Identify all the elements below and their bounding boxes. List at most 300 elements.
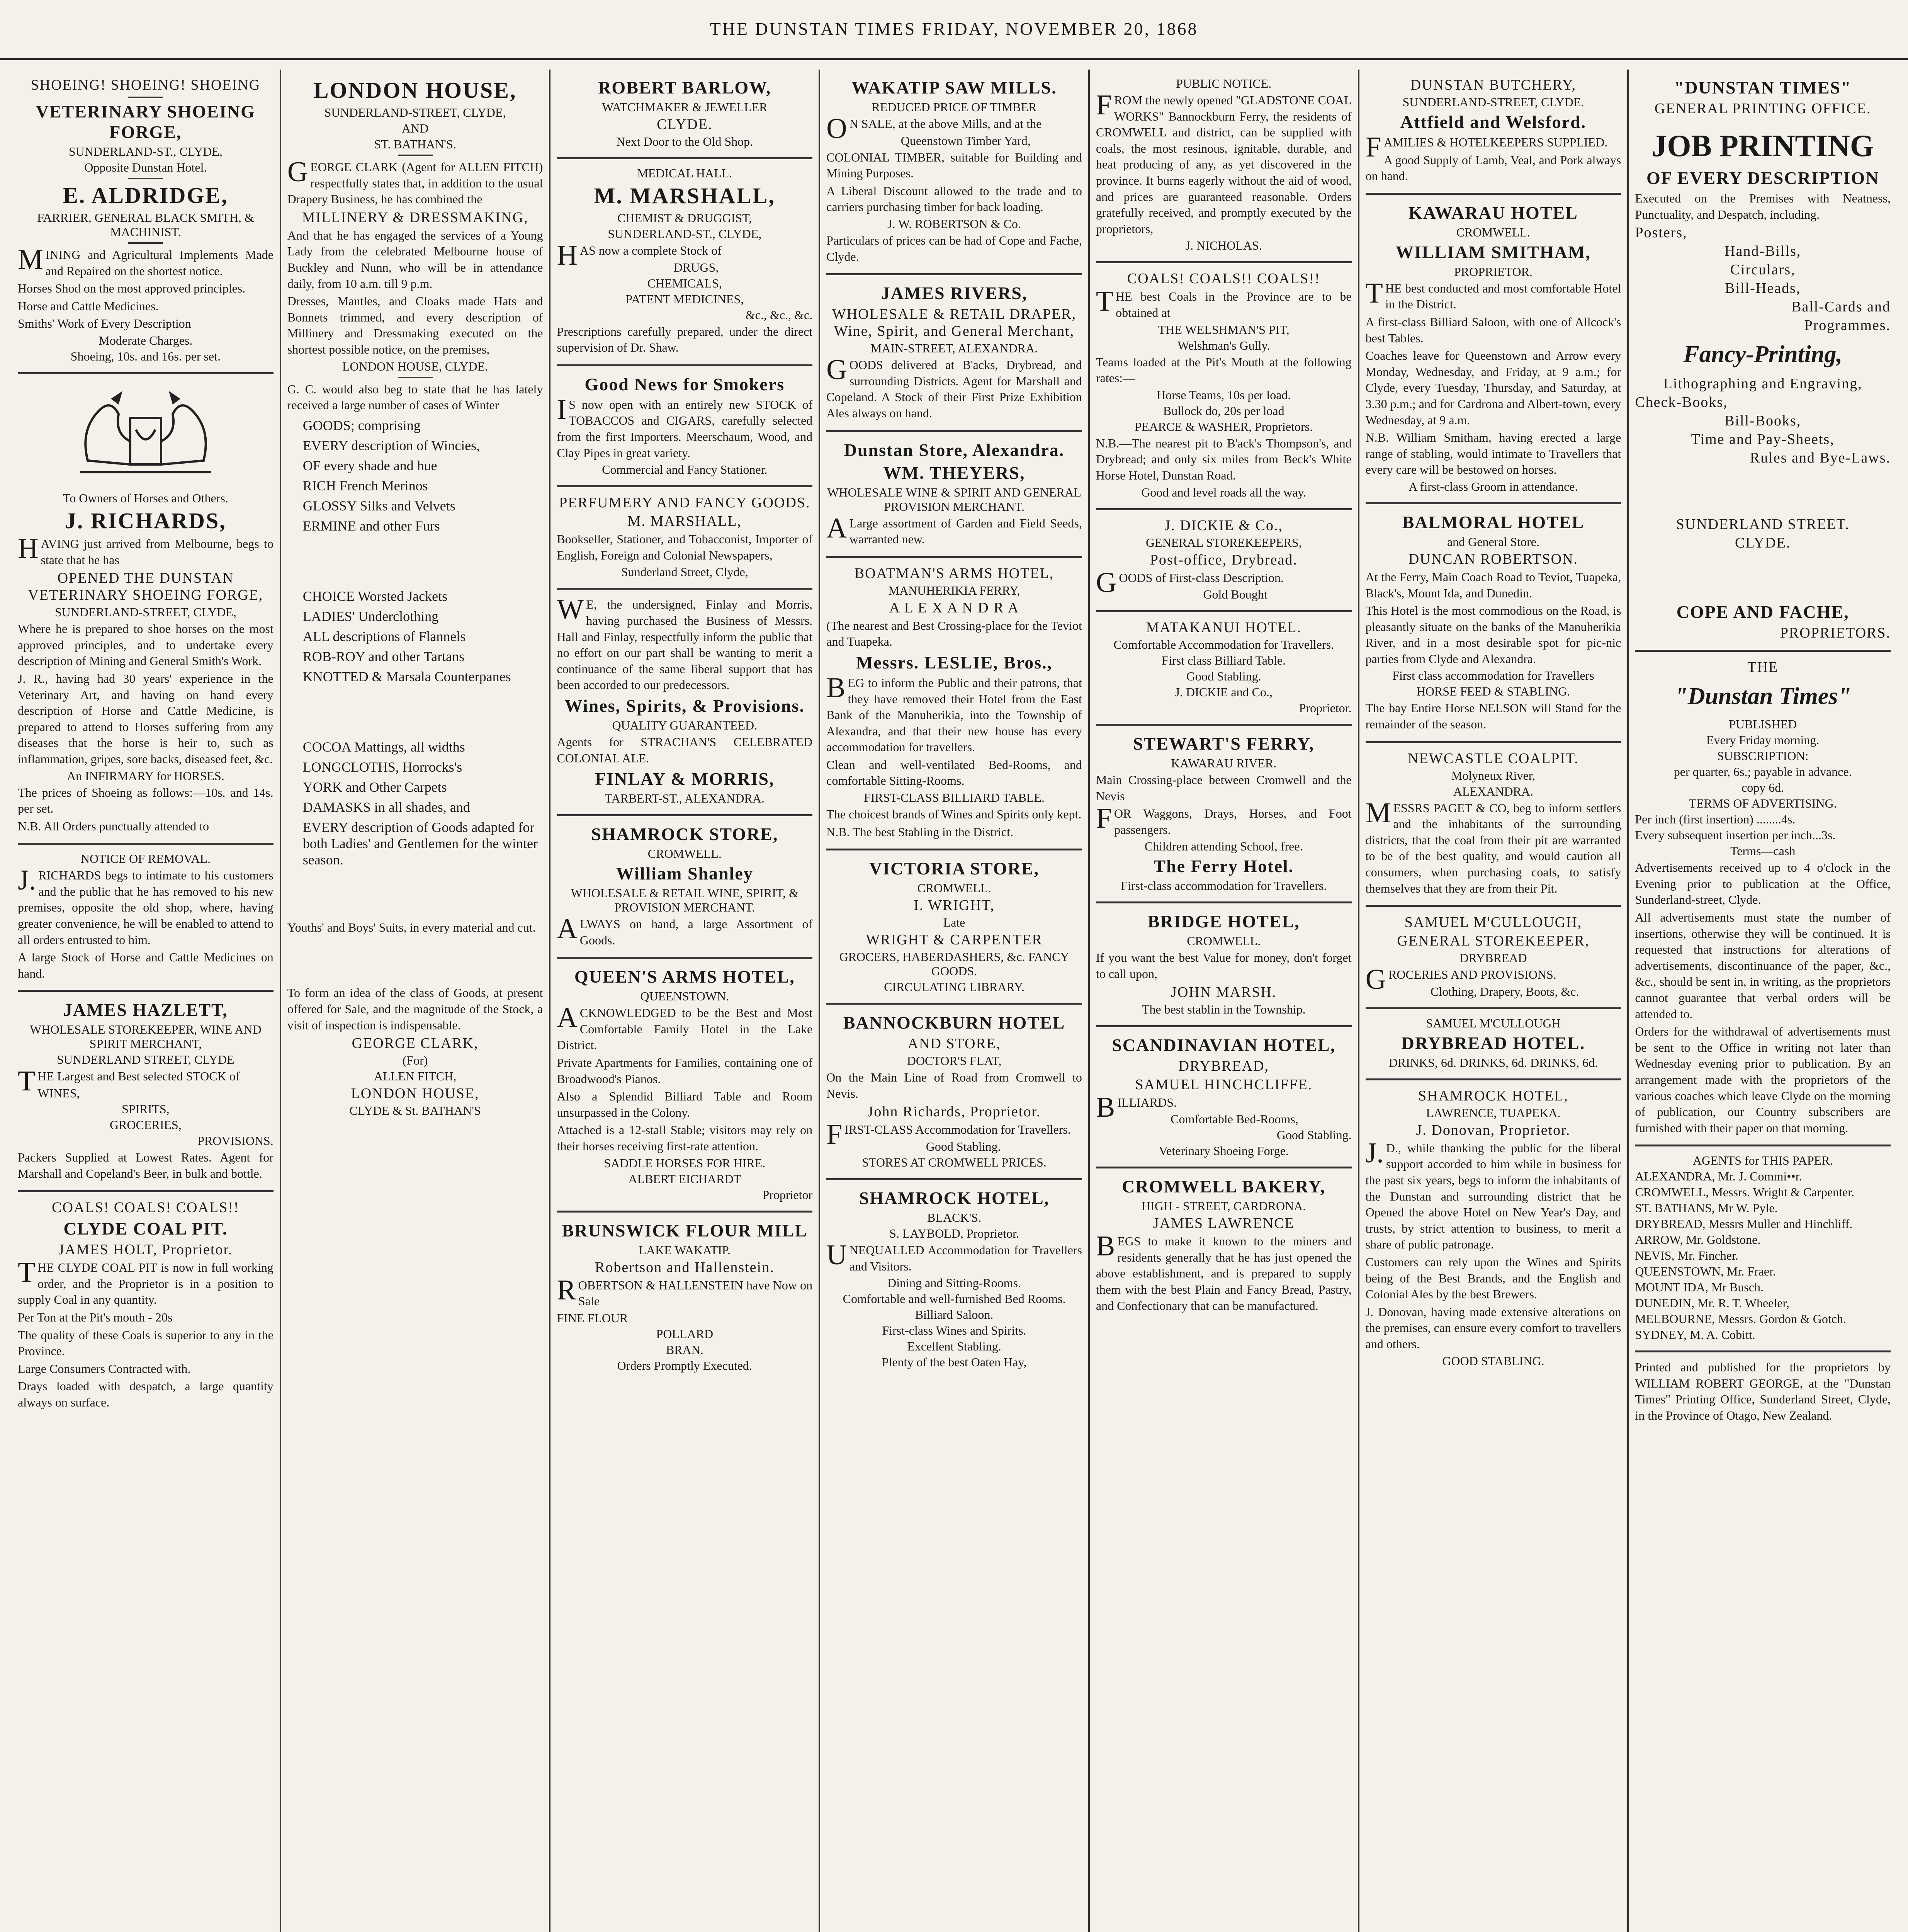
ad-title: MILLINERY & DRESSMAKING, bbox=[302, 209, 528, 226]
ad-signature: ALLEN FITCH, bbox=[374, 1069, 457, 1083]
ad-name: J. RICHARDS, bbox=[65, 508, 226, 533]
ad-notice-removal bbox=[18, 845, 274, 992]
ad-boatmans-arms bbox=[826, 558, 1082, 851]
ad-text: Moderate Charges. bbox=[99, 333, 193, 347]
ad-address: HIGH - STREET, CARDRONA. bbox=[1142, 1199, 1306, 1213]
ad-text: First-class accommodation for Travellers. bbox=[1121, 879, 1327, 893]
pub-text: Every Friday morning. bbox=[1706, 733, 1820, 747]
ad-scandinavian-hotel bbox=[1096, 1027, 1352, 1169]
ad-body: The choicest brands of Wines and Spirits only kept. bbox=[826, 807, 1082, 821]
ad-veterinary-forge bbox=[18, 70, 274, 374]
ad-town: CLYDE. bbox=[657, 116, 713, 133]
ad-body: ROBERTSON & HALLENSTEIN have Now on Sale bbox=[557, 1274, 813, 1308]
ad-body: ALarge assortment of Garden and Field Seeds, warranted new. bbox=[826, 512, 1082, 546]
ad-proprietor: PROPRIETOR. bbox=[1454, 264, 1533, 279]
ad-name: Attfield and Welsford. bbox=[1400, 112, 1587, 132]
ad-proprietor: PROPRIETORS. bbox=[1780, 625, 1891, 641]
ad-body: On the Main Line of Road from Cromwell to Nevis. bbox=[826, 1070, 1082, 1100]
goods-item: COCOA Mattings, all widths bbox=[302, 739, 465, 755]
ad-body: The prices of Shoeing as follows:—10s. and 14s. per set. bbox=[18, 785, 274, 816]
ad-title: Wines, Spirits, & Provisions. bbox=[564, 696, 805, 716]
ad-proprietor: Proprietor. bbox=[1299, 701, 1352, 715]
ad-address: SUNDERLAND-ST., CLYDE, bbox=[68, 145, 223, 158]
agent-item: ALEXANDRA, Mr. J. Commi••r. bbox=[1635, 1169, 1802, 1184]
ad-body: N.B.—The nearest pit to B'ack's Thompson's, and Drybread; and only six miles from Beck's White Horse Hotel, Dunstan Road. bbox=[1096, 436, 1352, 482]
ad-body: Agents for STRACHAN'S CELEBRATED COLONIAL ALE. bbox=[557, 735, 813, 765]
ad-body: THE CLYDE COAL PIT is now in full working order, and the Proprietor is in a position to supply Coal in any quantity. bbox=[18, 1257, 274, 1307]
divider bbox=[398, 377, 433, 378]
ad-body: A large Stock of Horse and Cattle Medicines on hand. bbox=[18, 950, 274, 980]
ad-body: Large Consumers Contracted with. bbox=[18, 1361, 191, 1376]
ad-heading: JOB PRINTING bbox=[1651, 129, 1874, 163]
ad-list-item: Posters, bbox=[1635, 224, 1687, 241]
column-7 bbox=[1629, 70, 1897, 1932]
ad-subtitle: KAWARAU RIVER. bbox=[1171, 756, 1277, 770]
ad-name: FINLAY & MORRIS, bbox=[595, 769, 775, 789]
ad-body: A Liberal Discount allowed to the trade and to carriers purchasing timber for back loading. bbox=[826, 184, 1082, 214]
ad-body: Teams loaded at the Pit's Mouth at the following rates:— bbox=[1096, 355, 1352, 385]
ad-drybread-hotel bbox=[1366, 1009, 1621, 1080]
ad-body: FAMILIES & HOTELKEEPERS SUPPLIED. bbox=[1365, 131, 1608, 163]
ad-title: The Ferry Hotel. bbox=[1154, 856, 1294, 876]
ad-body: J.RICHARDS begs to intimate to his customers and the public that he has removed to his new premises, opposite the old shop, where, having greater convenience, he will be enabled to attend to all orders entrusted to him. bbox=[18, 864, 274, 947]
ad-body: Youths' and Boys' Suits, in every material and cut. bbox=[287, 920, 536, 934]
ad-list-item: Check-Books, bbox=[1635, 394, 1728, 411]
imprint bbox=[1635, 1352, 1891, 1432]
pub-text: copy 6d. bbox=[1741, 781, 1784, 795]
ad-text: STORES AT CROMWELL PRICES. bbox=[862, 1155, 1047, 1170]
goods-item: LADIES' Underclothing bbox=[302, 608, 439, 624]
agent-item: DUNEDIN, Mr. R. T. Wheeler, bbox=[1635, 1296, 1789, 1310]
ad-body: WE, the undersigned, Finlay and Morris, having purchased the Business of Messrs. Hall and Finlay, respectfully inform the public that no effort on our part shall be wanting to merit a continuance of the same liberal support that has been accorded to our predecessors. bbox=[557, 594, 813, 692]
ad-hazlett bbox=[18, 992, 274, 1192]
ad-trade: GROCERS, HABERDASHERS, &c. FANCY GOODS. bbox=[839, 950, 1069, 978]
agent-item: SYDNEY, M. A. Cobitt. bbox=[1635, 1328, 1755, 1342]
ad-body: BILLIARDS. bbox=[1096, 1091, 1177, 1123]
terms-text: Terms—cash bbox=[1730, 844, 1796, 858]
ad-text: First class Billiard Table. bbox=[1162, 653, 1286, 668]
ad-text: Next Door to the Old Shop. bbox=[616, 134, 753, 148]
ad-town: ALEXANDRA. bbox=[1453, 784, 1533, 798]
ad-title: VICTORIA STORE, bbox=[869, 859, 1039, 879]
goods-item: EVERY description of Wincies, bbox=[302, 437, 480, 453]
ad-newcastle-coalpit bbox=[1366, 743, 1621, 907]
imprint-text: Printed and published for the proprietors by WILLIAM ROBERT GEORGE, at the "Dunstan Times" Printing Office, Sunderland Street, Clyde, in the Province of Otago, New Zealand. bbox=[1635, 1360, 1891, 1423]
terms-heading: TERMS OF ADVERTISING. bbox=[1689, 796, 1837, 811]
ad-text: Dining and Sitting-Rooms. bbox=[887, 1276, 1021, 1290]
ad-proprietor: JAMES HOLT, Proprietor. bbox=[58, 1242, 233, 1258]
ad-subtitle: and General Store. bbox=[1447, 534, 1539, 549]
ad-body: FIRST-CLASS Accommodation for Travellers. bbox=[826, 1119, 1071, 1151]
ad-victoria-store bbox=[826, 850, 1082, 1005]
ad-town: CROMWELL. bbox=[1456, 225, 1530, 239]
column-5 bbox=[1090, 70, 1359, 1932]
ad-text: An INFIRMARY for HORSES. bbox=[66, 769, 224, 783]
ad-title: BRUNSWICK FLOUR MILL bbox=[562, 1220, 808, 1240]
ad-text: Comfortable Bed-Rooms, bbox=[1171, 1112, 1298, 1126]
ad-body: To form an idea of the class of Goods, at present offered for Sale, and the magnitude of the Stock, a visit of inspection is indispensable. bbox=[287, 986, 543, 1032]
ad-proprietor: J. Donovan, Proprietor. bbox=[1416, 1122, 1571, 1138]
ad-body: Per Ton at the Pit's mouth - 20s bbox=[18, 1310, 173, 1324]
goods-item: ALL descriptions of Flannels bbox=[302, 628, 466, 644]
ad-title: VETERINARY SHOEING FORGE, bbox=[36, 102, 255, 142]
ad-body: Private Apartments for Families, containing one of Broadwood's Pianos. bbox=[557, 1056, 813, 1086]
ad-body: Where he is prepared to shoe horses on the most approved principles, and to undertake every description of Mining and General Smith's Work. bbox=[18, 622, 274, 668]
column-2 bbox=[281, 70, 551, 1932]
ad-name: JAMES HAZLETT, bbox=[63, 1000, 228, 1020]
ad-title: QUEEN'S ARMS HOTEL, bbox=[574, 967, 795, 987]
spacer bbox=[287, 937, 543, 983]
ad-title: OPENED THE DUNSTAN VETERINARY SHOEING FORGE, bbox=[28, 570, 263, 604]
spacer bbox=[1635, 468, 1891, 514]
ad-text: Good Stabling. bbox=[1186, 669, 1261, 684]
ad-name: LONDON HOUSE, bbox=[313, 78, 517, 103]
ad-name: ROBERT BARLOW, bbox=[598, 78, 771, 97]
ad-balmoral-hotel bbox=[1366, 504, 1621, 743]
ad-trade: GENERAL STOREKEEPERS, bbox=[1145, 535, 1302, 549]
ad-address: SUNDERLAND-STREET, CLYDE, bbox=[54, 605, 236, 619]
goods-item: ERMINE and other Furs bbox=[302, 518, 440, 534]
ad-town: LAWRENCE, TUAPEKA. bbox=[1426, 1105, 1561, 1120]
goods-item: GOODS; comprising bbox=[302, 417, 421, 433]
ad-body: Prescriptions carefully prepared, under the direct supervision of Dr. Shaw. bbox=[557, 324, 813, 355]
ad-body: THE Largest and Best selected STOCK of bbox=[18, 1065, 240, 1097]
paper-title: "Dunstan Times" bbox=[1674, 683, 1851, 710]
ad-body: GOODS of First-class Description. bbox=[1096, 566, 1284, 599]
ad-name: WRIGHT & CARPENTER bbox=[866, 932, 1043, 948]
ad-text: DRINKS, 6d. DRINKS, 6d. DRINKS, 6d. bbox=[1388, 1055, 1598, 1070]
agent-item: MOUNT IDA, Mr Busch. bbox=[1635, 1280, 1764, 1294]
goods-item: EVERY description of Goods adapted for both Ladies' and Gentlemen for the winter season. bbox=[302, 819, 538, 867]
ad-name: CLYDE COAL PIT. bbox=[63, 1219, 228, 1239]
ad-name: J. DICKIE & Co., bbox=[1164, 517, 1283, 534]
ad-body: FOR Waggons, Drays, Horses, and Foot passengers. bbox=[1096, 803, 1352, 837]
terms-text: Every subsequent insertion per inch...3s. bbox=[1635, 828, 1836, 842]
column-4 bbox=[820, 70, 1090, 1932]
ad-bridge-hotel bbox=[1096, 903, 1352, 1027]
ad-stewarts-ferry bbox=[1096, 726, 1352, 903]
ad-body: The bay Entire Horse NELSON will Stand for the remainder of the season. bbox=[1365, 701, 1621, 731]
ad-name: J. W. ROBERTSON & Co. bbox=[887, 216, 1021, 231]
ad-title: BOATMAN'S ARMS HOTEL, bbox=[854, 565, 1054, 582]
divider bbox=[128, 242, 163, 244]
ad-text: Good Stabling. bbox=[1276, 1128, 1352, 1142]
ad-list-item: GROCERIES, bbox=[109, 1118, 182, 1132]
column-1 bbox=[12, 70, 281, 1932]
ad-name: M. MARSHALL, bbox=[627, 513, 742, 530]
goods-item: RICH French Merinos bbox=[302, 478, 428, 493]
ad-body: G. C. would also beg to state that he has lately received a large number of cases of Winter bbox=[287, 382, 543, 412]
pub-text: SUBSCRIPTION: bbox=[1717, 749, 1809, 763]
ad-address: MAIN-STREET, ALEXANDRA. bbox=[870, 341, 1038, 355]
ad-gladstone-coal bbox=[1096, 70, 1352, 263]
ad-text: FIRST-CLASS BILLIARD TABLE. bbox=[864, 791, 1045, 805]
ad-brunswick-mill bbox=[557, 1213, 812, 1381]
terms-body: All advertisements must state the number of insertions, otherwise they will be continued. It is requested that instructions for alterations of advertisements, discontinuance of the paper, &c., &c., should be sent in, in writing, as the proprietors cannot guarantee that verbal orders will be attended to. bbox=[1635, 910, 1891, 1021]
ad-text: LONDON HOUSE, CLYDE. bbox=[342, 359, 488, 373]
ad-title: SHAMROCK STORE, bbox=[591, 824, 778, 844]
ad-body: MINING and Agricultural Implements Made and Repaired on the shortest notice. bbox=[18, 244, 274, 278]
ad-body: Executed on the Premises with Neatness, Punctuality, and Despatch, including. bbox=[1635, 191, 1891, 221]
ad-text: QUALITY GUARANTEED. bbox=[612, 718, 758, 732]
ad-address: SUNDERLAND-ST., CLYDE, bbox=[608, 227, 762, 241]
goods-item: GLOSSY Silks and Velvets bbox=[302, 498, 455, 514]
ad-title: DRYBREAD HOTEL. bbox=[1401, 1033, 1585, 1053]
farriers-crest-image bbox=[65, 383, 227, 484]
ad-address: SUNDERLAND-STREET, CLYDE, bbox=[324, 105, 506, 119]
publication-info bbox=[1635, 652, 1891, 1146]
ad-wakatip-saw-mills bbox=[826, 70, 1082, 275]
ad-title: NEWCASTLE COALPIT. bbox=[1408, 750, 1579, 767]
ad-body: Drays loaded with despatch, a large quantity always on surface. bbox=[18, 1379, 274, 1409]
ad-text: The best stablin in the Township. bbox=[1142, 1002, 1306, 1016]
spacer bbox=[1635, 553, 1891, 599]
ad-proprietor: Proprietor bbox=[762, 1187, 813, 1202]
ad-address: CLYDE. bbox=[1735, 535, 1791, 551]
ad-smokers bbox=[557, 366, 812, 487]
ad-address: Post-office, Drybread. bbox=[1150, 551, 1298, 568]
spacer bbox=[287, 689, 543, 735]
ad-kawarau-hotel bbox=[1366, 195, 1621, 504]
ad-list-item: WINES, bbox=[37, 1086, 80, 1100]
ad-body: A good Supply of Lamb, Veal, and Pork always on hand. bbox=[1365, 153, 1621, 183]
ad-town: A L E X A N D R A bbox=[889, 599, 1019, 616]
ad-text: First-class Wines and Spirits. bbox=[882, 1323, 1026, 1338]
ad-caption: To Owners of Horses and Others. bbox=[63, 491, 228, 505]
ad-text: SADDLE HORSES FOR HIRE. bbox=[604, 1156, 766, 1170]
ad-text: Welshman's Gully. bbox=[1177, 338, 1270, 352]
ad-trade: WATCHMAKER & JEWELLER bbox=[602, 100, 768, 114]
ad-title: DUNSTAN BUTCHERY, bbox=[1410, 77, 1577, 93]
ad-text: AND bbox=[401, 121, 429, 135]
ad-name: COPE AND FACHE, bbox=[1676, 602, 1849, 622]
ad-body: Clean and well-ventilated Bed-Rooms, and comfortable Sitting-Rooms. bbox=[826, 757, 1082, 788]
ad-text: Children attending School, free. bbox=[1144, 839, 1303, 854]
ad-text: Gold Bought bbox=[1203, 587, 1267, 602]
ad-signature: CLYDE & St. BATHAN'S bbox=[349, 1104, 481, 1118]
ad-body: Smiths' Work of Every Description bbox=[18, 316, 191, 331]
ad-address: SUNDERLAND-STREET, CLYDE. bbox=[1402, 95, 1584, 109]
column-3 bbox=[550, 70, 820, 1932]
ad-text: GOOD STABLING. bbox=[1442, 1354, 1544, 1368]
ad-cromwell-bakery bbox=[1096, 1168, 1352, 1322]
ad-list-item: Time and Pay-Sheets, bbox=[1691, 431, 1835, 448]
ad-subtitle: DOCTOR'S FLAT, bbox=[907, 1054, 1002, 1068]
ad-body: Dresses, Mantles, and Cloaks made Hats and Bonnets trimmed, and every description of Millinery and Dressmaking executed on the shortest possible notice, on the premises, bbox=[287, 294, 543, 356]
ad-name: DUNCAN ROBERTSON. bbox=[1408, 551, 1578, 567]
ad-heading: OF EVERY DESCRIPTION bbox=[1646, 168, 1879, 188]
ad-list-item: PROVISIONS. bbox=[197, 1134, 274, 1148]
pub-text: PUBLISHED bbox=[1729, 717, 1797, 731]
ad-list-item: Bill-Heads, bbox=[1725, 280, 1801, 297]
masthead: THE DUNSTAN TIMES FRIDAY, NOVEMBER 20, 1868 bbox=[0, 0, 1908, 60]
ad-body: ON SALE, at the above Mills, and at the bbox=[826, 113, 1042, 145]
ad-heading: PUBLIC NOTICE. bbox=[1176, 77, 1272, 90]
terms-text: Per inch (first insertion) ........4s. bbox=[1635, 812, 1796, 827]
ad-body: (The nearest and Best Crossing-place for the Teviot and Tuapeka. bbox=[826, 618, 1082, 649]
ad-body: COLONIAL TIMBER, suitable for Building and Mining Purposes. bbox=[826, 150, 1082, 180]
ad-list-item: DRUGS, bbox=[673, 260, 719, 274]
ad-title: NOTICE OF REMOVAL. bbox=[80, 852, 211, 866]
ad-body: THE best Coals in the Province are to be obtained at bbox=[1096, 286, 1352, 320]
ad-text: Bullock do, 20s per load bbox=[1163, 403, 1284, 418]
pub-text: per quarter, 6s.; payable in advance. bbox=[1674, 765, 1852, 779]
divider bbox=[128, 97, 163, 98]
ad-text: Orders Promptly Executed. bbox=[617, 1358, 752, 1372]
ad-signature: GEORGE CLARK, bbox=[352, 1035, 479, 1052]
ad-dunstan-store bbox=[826, 432, 1082, 558]
ad-trade: WHOLESALE & RETAIL WINE, SPIRIT, & PROVISION MERCHANT. bbox=[571, 886, 799, 915]
goods-item: YORK and Other Carpets bbox=[302, 779, 447, 795]
ad-barlow bbox=[557, 70, 812, 159]
ad-body: ACKNOWLEDGED to be the Best and Most Comfortable Family Hotel in the Lake District. bbox=[557, 1002, 813, 1052]
ad-list-item: Ball-Cards and bbox=[1791, 299, 1891, 315]
ad-title: Dunstan Store, Alexandra. bbox=[844, 440, 1065, 460]
ad-body: HAVING just arrived from Melbourne, begs to state that he has bbox=[18, 532, 274, 567]
ad-body: IS now open with an entirely new STOCK of TOBACCOS and CIGARS, carefully selected from the first Importers. Meerschaum, Wood, and Clay Pipes in great variety. bbox=[557, 393, 813, 460]
terms-body: Advertisements received up to 4 o'clock in the Evening prior to publication at the Office, Sunderland-street, Clyde. bbox=[1635, 861, 1891, 907]
ad-title: BALMORAL HOTEL bbox=[1402, 512, 1585, 532]
ad-body: MESSRS PAGET & CO, beg to inform settlers and the inhabitants of the surrounding districts, that the coal from their pit are warranted to be of the best quality, and would caution all consumers, when purchasing coals, to satisfy themselves that they are from their Pit. bbox=[1365, 797, 1621, 895]
ad-list-item: Circulars, bbox=[1730, 262, 1796, 278]
columns bbox=[12, 70, 1897, 1932]
ad-name: J. DICKIE and Co., bbox=[1175, 685, 1273, 699]
ad-list-item: FINE FLOUR bbox=[557, 1311, 628, 1325]
ad-body: At the Ferry, Main Coach Road to Teviot, Tuapeka, Black's, Mount Ida, and Dunedin. bbox=[1365, 570, 1621, 600]
ad-text: HORSE FEED & STABLING. bbox=[1416, 684, 1570, 699]
ad-title: WAKATIP SAW MILLS. bbox=[851, 78, 1057, 97]
ad-name: WILLIAM SMITHAM, bbox=[1396, 242, 1591, 262]
ad-list-item: CHEMICALS, bbox=[647, 276, 722, 290]
agent-item: DRYBREAD, Messrs Muller and Hinchliff. bbox=[1635, 1217, 1853, 1231]
agent-item: NEVIS, Mr. Fincher. bbox=[1635, 1248, 1738, 1263]
ad-address: SUNDERLAND STREET, CLYDE bbox=[57, 1053, 234, 1067]
ad-signature: LONDON HOUSE, bbox=[351, 1085, 479, 1102]
ad-subtitle: GENERAL PRINTING OFFICE. bbox=[1654, 100, 1871, 117]
ad-town: DRYBREAD, bbox=[1178, 1058, 1269, 1074]
ad-shamrock-hotel-lawrence bbox=[1366, 1080, 1621, 1377]
ad-name: J. NICHOLAS. bbox=[1185, 238, 1262, 253]
ad-title: BANNOCKBURN HOTEL bbox=[843, 1013, 1065, 1033]
divider bbox=[128, 178, 163, 179]
ad-address: Sunderland Street, Clyde, bbox=[621, 565, 748, 579]
ad-body: FROM the newly opened "GLADSTONE COAL WORKS" Bannockburn Ferry, the residents of CROMWELL and district, can be supplied with coals, the most resinous, ignitable, durable, and heat producing of any, as yet discovered in the province. It burns eagerly without the aid of wood, and prices are guaranteed reasonable. Orders gratefully received, and promptly executed by the proprietors, bbox=[1096, 89, 1352, 236]
ad-list-item: SPIRITS, bbox=[122, 1102, 170, 1116]
ad-text: Comfortable and well-furnished Bed Rooms. bbox=[843, 1292, 1066, 1306]
ad-text: Billiard Saloon. bbox=[915, 1308, 994, 1322]
ad-trade: WHOLESALE STOREKEEPER, WINE AND SPIRIT MERCHANT, bbox=[30, 1022, 262, 1051]
ad-subtitle: Molyneux River, bbox=[1451, 768, 1536, 782]
ad-town: CROMWELL. bbox=[1187, 934, 1261, 948]
ad-name: JAMES LAWRENCE bbox=[1153, 1215, 1295, 1232]
ad-body: And that he has engaged the services of a Young Lady from the celebrated Melbourne house of Buckley and Nunn, who will be in attendance daily, from 10 a.m. till 9 p.m. bbox=[287, 228, 543, 291]
ad-list-item: PATENT MEDICINES, bbox=[625, 292, 744, 306]
ad-body: Horses Shod on the most approved principles. bbox=[18, 281, 246, 296]
ad-title: SHAMROCK HOTEL, bbox=[859, 1188, 1050, 1208]
ad-title: "DUNSTAN TIMES" bbox=[1674, 78, 1852, 97]
pub-text: THE bbox=[1747, 659, 1779, 676]
ad-body: Bookseller, Stationer, and Tobacconist, Importer of English, Foreign and Colonial Newspapers, bbox=[557, 532, 813, 562]
ad-body: Also a Splendid Billiard Table and Room unsurpassed in the Colony. bbox=[557, 1089, 813, 1119]
agent-item: CROMWELL, Messrs. Wright & Carpenter. bbox=[1635, 1185, 1855, 1199]
goods-item: ROB-ROY and other Tartans bbox=[302, 648, 465, 664]
ad-name: Messrs. LESLIE, Bros., bbox=[856, 652, 1053, 672]
ad-welshmans-pit bbox=[1096, 263, 1352, 510]
ad-body: THE best conducted and most comfortable Hotel in the District. bbox=[1365, 277, 1621, 311]
ad-body: J. R., having had 30 years' experience in the Veterinary Art, and having on hand every description of Horse and Cattle Medicine, is prepared to attend to Horses suffering from any diseases that the horse is heir to, such as inflammation, gripes, sore backs, diseased feet, &c. bbox=[18, 671, 274, 766]
ad-price: Shoeing, 10s. and 16s. per set. bbox=[70, 349, 221, 363]
ad-list-item: &c., &c., &c. bbox=[745, 308, 813, 322]
ad-subtitle: MANUHERIKIA FERRY, bbox=[888, 583, 1020, 597]
ad-name: JAMES RIVERS, bbox=[881, 283, 1028, 303]
agents-heading: AGENTS for THIS PAPER. bbox=[1692, 1153, 1833, 1168]
ad-trade: CHEMIST & DRUGGIST, bbox=[617, 211, 752, 225]
ad-clyde-coal-pit bbox=[18, 1192, 274, 1419]
ad-text: Good and level roads all the way. bbox=[1141, 485, 1307, 499]
ad-text: Horse Teams, 10s per load. bbox=[1157, 388, 1291, 402]
ad-trade: WHOLESALE & RETAIL DRAPER, Wine, Spirit, and General Merchant, bbox=[832, 306, 1077, 340]
ad-address: ST. BATHAN'S. bbox=[374, 137, 456, 151]
ad-body: Particulars of prices can be had of Cope and Fache, Clyde. bbox=[826, 233, 1082, 264]
ad-richards bbox=[18, 374, 274, 845]
ad-text: Clothing, Drapery, Boots, &c. bbox=[1430, 984, 1579, 998]
ad-text: CIRCULATING LIBRARY. bbox=[884, 980, 1025, 994]
ad-body: The quality of these Coals is superior to any in the Province. bbox=[18, 1328, 274, 1358]
ad-medical-hall bbox=[557, 159, 812, 366]
ad-town: LAKE WAKATIP. bbox=[639, 1243, 731, 1257]
ad-address: SUNDERLAND STREET. bbox=[1676, 516, 1850, 533]
ad-proprietor: PEARCE & WASHER, Proprietors. bbox=[1135, 419, 1313, 434]
ad-text: Comfortable Accommodation for Travellers. bbox=[1113, 638, 1334, 652]
ad-body: BEGS to make it known to the miners and residents generally that he has just opened the above establishment, and is prepared to supply them with the best Plain and Fancy Bread, Pastry, and Confectionary that can be manufactured. bbox=[1096, 1230, 1352, 1313]
divider bbox=[398, 155, 433, 156]
ad-text: Excellent Stabling. bbox=[907, 1339, 1001, 1354]
ad-name: JOHN MARSH. bbox=[1171, 984, 1277, 1000]
terms-body: Orders for the withdrawal of advertisements must be sent to the Office in writing not later than Wednesday evening prior to publication. By an arrangement made with the proprietors of the various coaches which leave Clyde on the morning of publication, our Country subscribers are furnished with their paper on that morning. bbox=[1635, 1024, 1891, 1135]
ad-bannockburn-hotel bbox=[826, 1005, 1082, 1180]
ad-body: Attached is a 12-stall Stable; visitors may rely on their horses receiving first-rate attention. bbox=[557, 1123, 813, 1153]
ad-text: Lithographing and Engraving, bbox=[1663, 376, 1862, 392]
ad-town: DRYBREAD bbox=[1459, 951, 1527, 965]
ad-dunstan-butchery bbox=[1366, 70, 1621, 195]
ad-trade: FARRIER, GENERAL BLACK SMITH, & MACHINIST. bbox=[37, 211, 254, 239]
ad-dickie-store bbox=[1096, 510, 1352, 612]
spacer bbox=[287, 872, 543, 918]
ad-body: A first-class Billiard Saloon, with one of Allcock's best Tables. bbox=[1365, 315, 1621, 345]
ad-heading: SHOEING! SHOEING! SHOEING bbox=[31, 77, 261, 93]
ad-name: ALBERT EICHARDT bbox=[628, 1172, 741, 1186]
ad-body: If you want the best Value for money, don't forget to call upon, bbox=[1096, 951, 1352, 981]
column-6 bbox=[1359, 70, 1629, 1932]
ad-name: I. WRIGHT, bbox=[914, 897, 995, 914]
ad-body: J.D., while thanking the public for the liberal support accorded to him while in business for the past six years, begs to inform the inhabitants of the Dunstan and surrounding district that he Opened the above Hotel on New Year's Day, and trusts, by strict attention to business, to merit a share of public patronage. bbox=[1365, 1137, 1621, 1252]
ad-printing-office bbox=[1635, 70, 1891, 652]
ad-perfumery bbox=[557, 487, 812, 590]
goods-item: DAMASKS in all shades, and bbox=[302, 799, 470, 815]
ad-title: SHAMROCK HOTEL, bbox=[1418, 1087, 1568, 1104]
ad-list-item: Programmes. bbox=[1804, 317, 1891, 334]
ad-body: Main Crossing-place between Cromwell and the Nevis bbox=[1096, 773, 1352, 803]
ad-title: Good News for Smokers bbox=[584, 374, 785, 394]
ad-town: CROMWELL. bbox=[917, 881, 991, 895]
ad-heading: COALS! COALS!! COALS!! bbox=[1127, 270, 1320, 287]
ad-london-house bbox=[287, 70, 543, 1126]
ad-heading: COALS! COALS! COALS!! bbox=[52, 1199, 240, 1216]
ad-signature: (For) bbox=[402, 1053, 428, 1068]
ad-town: BLACK'S. bbox=[927, 1211, 982, 1225]
ad-body: N.B. William Smitham, having erected a large range of stabling, would intimate to Travellers that every care will be bestowed on horses. bbox=[1365, 430, 1621, 477]
agents-list bbox=[1635, 1146, 1891, 1352]
